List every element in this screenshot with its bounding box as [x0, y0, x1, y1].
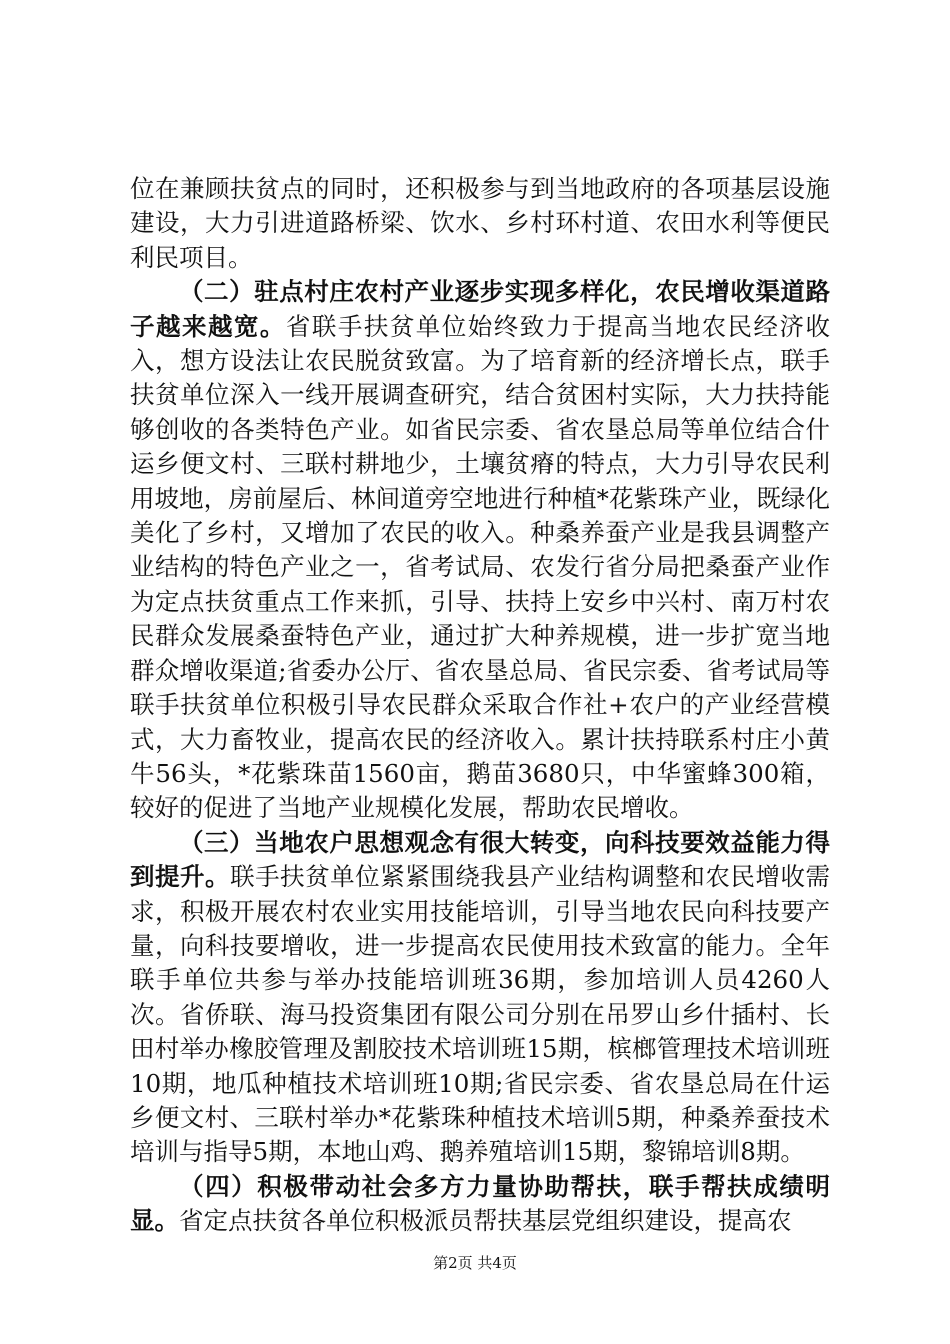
- paragraph-text: 省定点扶贫各单位积极派员帮扶基层党组织建设，提高农: [179, 1206, 792, 1236]
- page-footer: 第2页 共4页: [433, 1254, 517, 1272]
- section-heading: （四）积极带动社会多方力量协助帮扶，联手帮扶成绩明显。: [130, 1171, 830, 1236]
- paragraph-continuation: [130, 172, 830, 275]
- paragraph-text: 位在兼顾扶贫点的同时，还积极参与到当地政府的各项基层设施建设，大力引进道路桥梁、饮水、乡村环村道、农田水利等便民利民项目。: [130, 174, 830, 272]
- paragraph-text: 联手扶贫单位紧紧围绕我县产业结构调整和农民增收需求，积极开展农村农业实用技能培训，引导当地农民向科技要产量，向科技要增收，进一步提高农民使用技术致富的能力。全年联手单位共参与举办技能培训班36期，参加培训人员4260人次。省侨联、海马投资集团有限公司分别在吊罗山乡什插村、长田村举办橡胶管理及割胶技术培训班15期，槟榔管理技术培训班10期，地瓜种植技术培训班10期;省民宗委、省农垦总局在什运乡便文村、三联村举办*花紫珠种植技术培训5期，种桑养蚕技术培训与指导5期，本地山鸡、鹅养殖培训15期，黎锦培训8期。: [130, 862, 831, 1167]
- paragraph-section-3: [130, 826, 830, 1170]
- paragraph-section-4: [130, 1170, 830, 1239]
- document-body: [130, 172, 830, 1239]
- section-heading: （三）当地农户思想观念有很大转变，向科技要效益能力得到提升。: [130, 827, 830, 892]
- section-heading: （二）驻点村庄农村产业逐步实现多样化，农民增收渠道路子越来越宽。: [130, 277, 830, 341]
- paragraph-text: 省联手扶贫单位始终致力于提高当地农民经济收入，想方设法让农民脱贫致富。为了培育新的经济增长点，联手扶贫单位深入一线开展调查研究，结合贫困村实际，大力扶持能够创收的各类特色产业。如省民宗委、省农垦总局等单位结合什运乡便文村、三联村耕地少，土壤贫瘠的特点，大力引导农民利用坡地，房前屋后、林间道旁空地进行种植*花紫珠产业，既绿化美化了乡村，又增加了农民的收入。种桑养蚕产业是我县调整产业结构的特色产业之一，省考试局、农发行省分局把桑蚕产业作为定点扶贫重点工作来抓，引导、扶持上安乡中兴村、南万村农民群众发展桑蚕特色产业，通过扩大种养规模，进一步扩宽当地群众增收渠道;省委办公厅、省农垦总局、省民宗委、省考试局等联手扶贫单位积极引导农民群众采取合作社+农户的产业经营模式，大力畜牧业，提高农民的经济收入。累计扶持联系村庄小黄牛56头，*花紫珠苗1560亩，鹅苗3680只，中华蜜蜂300箱，较好的促进了当地产业规模化发展，帮助农民增收。: [130, 311, 831, 823]
- paragraph-section-2: [130, 275, 830, 826]
